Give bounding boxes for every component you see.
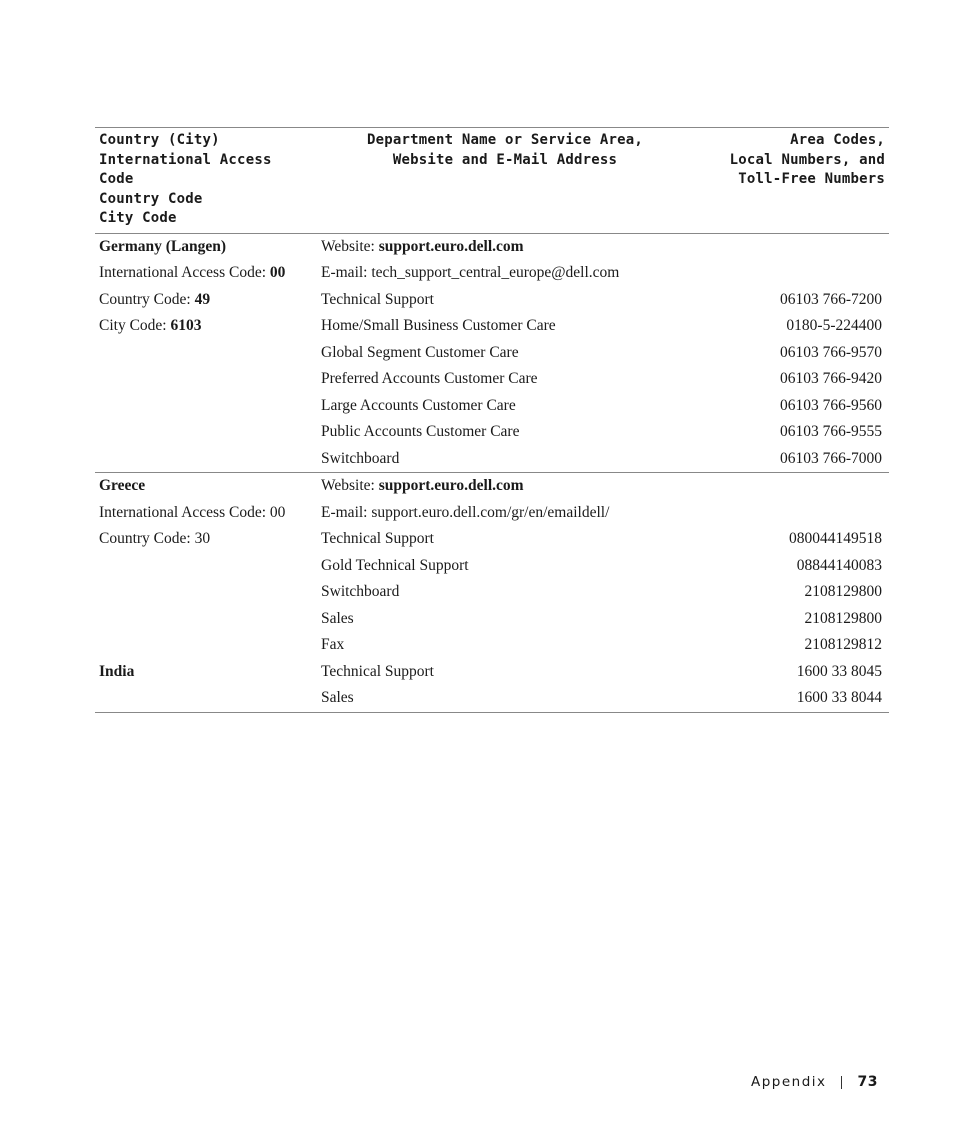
table-row <box>95 446 889 473</box>
service-name: Global Segment Customer Care <box>321 343 519 361</box>
header-line: Website and E-Mail Address <box>392 151 618 168</box>
table-row <box>95 579 889 606</box>
table-row <box>95 473 889 500</box>
header-line: Department Name or Service Area, <box>366 132 644 148</box>
info-label: International Access Code: <box>99 264 270 281</box>
website-cell <box>317 473 693 500</box>
footer-divider <box>841 1076 842 1089</box>
number-cell <box>693 473 889 500</box>
empty-cell <box>95 685 317 712</box>
website-link[interactable]: support.euro.dell.com <box>378 477 524 494</box>
service-name: Technical Support <box>321 530 434 547</box>
header-line: Toll-Free Numbers <box>738 171 885 187</box>
table-row <box>95 606 889 633</box>
service-name: Home/Small Business Customer Care <box>321 317 556 334</box>
table-row <box>95 233 889 260</box>
service-name: Technical Support <box>321 290 434 308</box>
service-number: 06103 766-9570 <box>779 343 882 361</box>
empty-cell <box>95 393 317 420</box>
info-label: Country Code: <box>99 290 195 308</box>
service-number: 2108129800 <box>804 609 882 627</box>
country-group-germany <box>95 233 889 473</box>
table-row <box>95 393 889 420</box>
email-link[interactable]: E-mail: support.euro.dell.com/gr/en/emaildell/ <box>321 503 610 521</box>
page-number: 73 <box>857 1074 878 1090</box>
number-cell <box>693 500 889 527</box>
service-number: 080044149518 <box>789 530 882 547</box>
website-cell <box>317 233 693 260</box>
header-department <box>317 128 693 234</box>
empty-cell <box>95 632 317 659</box>
service-name: Sales <box>321 609 354 627</box>
number-cell <box>693 260 889 287</box>
header-country <box>95 128 317 234</box>
empty-cell <box>95 553 317 580</box>
website-label: Website: <box>321 477 379 494</box>
country-code-cell <box>95 287 317 314</box>
table-row <box>95 340 889 367</box>
country-code-cell: Country Code: 30 <box>99 530 211 547</box>
footer-section-title: Appendix <box>750 1074 827 1090</box>
page-footer <box>751 1074 878 1090</box>
empty-cell <box>95 340 317 367</box>
service-number: 08844140083 <box>796 556 882 574</box>
service-name: Fax <box>321 636 345 653</box>
table-header <box>95 128 889 234</box>
access-code-cell <box>95 260 317 287</box>
service-number: 06103 766-9560 <box>779 396 882 414</box>
country-group-greece <box>95 473 889 713</box>
header-line: Country Code <box>99 190 203 207</box>
service-name: Sales <box>321 689 354 706</box>
service-number: 06103 766-7000 <box>779 449 882 467</box>
empty-cell <box>95 419 317 446</box>
header-line: Country (City) <box>99 132 220 148</box>
service-name: Technical Support <box>321 662 434 680</box>
info-label: City Code: <box>99 317 171 334</box>
service-number: 1600 33 8044 <box>796 689 882 706</box>
service-number: 06103 766-9555 <box>779 423 882 440</box>
table-row <box>95 553 889 580</box>
header-line: Local Numbers, and <box>729 151 885 168</box>
table-row <box>95 659 889 686</box>
info-value: 49 <box>194 290 211 308</box>
empty-cell <box>95 579 317 606</box>
service-name: Switchboard <box>321 583 400 600</box>
service-name: Public Accounts Customer Care <box>321 423 520 440</box>
country-name: India <box>99 662 135 680</box>
country-name: Germany (Langen) <box>99 237 227 255</box>
header-row <box>95 128 889 234</box>
service-number: 1600 33 8045 <box>796 662 882 680</box>
header-line: Area Codes, <box>790 132 885 148</box>
service-number: 0180-5-224400 <box>786 317 882 334</box>
contact-table <box>95 127 889 713</box>
service-number: 2108129812 <box>804 636 882 653</box>
number-cell <box>693 233 889 260</box>
service-name: Preferred Accounts Customer Care <box>321 370 538 387</box>
email-link[interactable]: E-mail: tech_support_central_europe@dell.com <box>321 264 620 281</box>
info-value: 00 <box>269 264 286 281</box>
empty-cell <box>95 446 317 473</box>
table-row <box>95 500 889 527</box>
service-name: Gold Technical Support <box>321 556 469 574</box>
table-row <box>95 632 889 659</box>
website-label: Website: <box>321 237 379 255</box>
service-number: 06103 766-7200 <box>779 290 882 308</box>
website-link[interactable]: support.euro.dell.com <box>378 237 524 255</box>
service-number: 2108129800 <box>804 583 882 600</box>
table-row <box>95 287 889 314</box>
service-number: 06103 766-9420 <box>779 370 882 387</box>
table-row <box>95 685 889 712</box>
header-numbers <box>693 128 889 234</box>
table-row <box>95 366 889 393</box>
info-value: 6103 <box>170 317 202 334</box>
country-name: Greece <box>99 477 146 494</box>
table-row <box>95 313 889 340</box>
service-name: Large Accounts Customer Care <box>321 396 516 414</box>
table-row <box>95 260 889 287</box>
header-line: International Access Code <box>99 151 272 187</box>
empty-cell <box>95 606 317 633</box>
city-code-cell <box>95 313 317 340</box>
header-line: City Code <box>99 210 177 226</box>
table-row <box>95 526 889 553</box>
table-row <box>95 419 889 446</box>
empty-cell <box>95 366 317 393</box>
service-name: Switchboard <box>321 449 400 467</box>
access-code-cell: International Access Code: 00 <box>99 503 286 521</box>
